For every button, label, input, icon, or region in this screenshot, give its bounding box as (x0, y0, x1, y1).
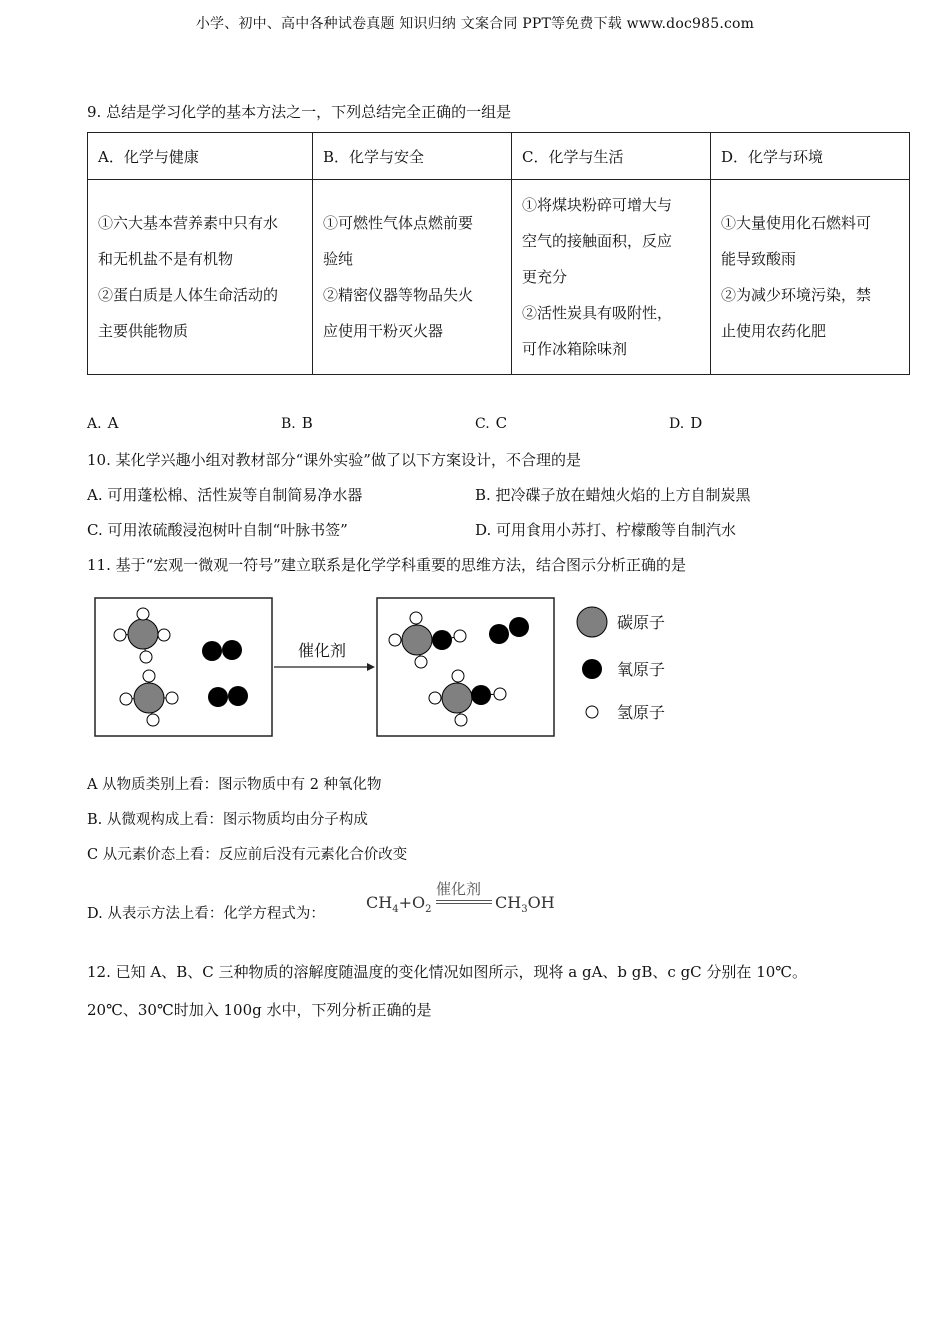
hydrogen-atom (415, 656, 427, 668)
hydrogen-atom (158, 629, 170, 641)
hydrogen-atom (455, 714, 467, 726)
q9-stem: 9. 总结是学习化学的基本方法之一，下列总结完全正确的一组是 (87, 103, 512, 121)
q9-table (87, 132, 910, 375)
oxygen-atom (228, 686, 248, 706)
option-letter: D. (669, 416, 685, 432)
legend-hydrogen-label: 氢原子 (617, 703, 666, 722)
legend-carbon-label: 碳原子 (617, 613, 666, 632)
legend-hydrogen-icon (586, 706, 598, 718)
equation-products (495, 893, 555, 915)
q10-option-c[interactable]: C. 可用浓硫酸浸泡树叶自制“叶脉书签” (87, 521, 348, 539)
methanol-molecule (389, 612, 466, 668)
hydrogen-atom (143, 670, 155, 682)
oxygen-atom (222, 640, 242, 660)
q9-option-d[interactable] (669, 414, 702, 432)
q9-option-b[interactable] (281, 414, 313, 432)
q9-b-line: ②精密仪器等物品失火 (323, 286, 474, 304)
hydrogen-atom (494, 688, 506, 700)
methane-molecule (120, 670, 178, 726)
hydrogen-atom (389, 634, 401, 646)
reaction-arrow-head (367, 663, 375, 671)
oxygen-atom (432, 630, 452, 650)
carbon-atom (134, 683, 164, 713)
methane-molecule (114, 608, 170, 663)
q12-stem-line1: 12. 已知 A、B、C 三种物质的溶解度随温度的变化情况如图所示，现将 a gA、b gB、c gC 分别在 10℃。 (87, 963, 808, 981)
hydrogen-atom (429, 692, 441, 704)
hydrogen-atom (120, 693, 132, 705)
hydrogen-atom (166, 692, 178, 704)
eq-plus-o: +O (398, 893, 426, 912)
methanol-molecule (429, 670, 506, 726)
legend (577, 607, 665, 722)
q11-option-a[interactable]: A 从物质类别上看：图示物质中有 2 种氧化物 (87, 777, 382, 793)
option-letter: B. (281, 416, 296, 432)
q9-d-line: 能导致酸雨 (721, 250, 797, 268)
equation-reactants (366, 893, 431, 915)
q9-col-a-body (88, 180, 313, 375)
oxygen-atom (471, 685, 491, 705)
hydrogen-atom (452, 670, 464, 682)
q9-d-line: ①大量使用化石燃料可 (721, 214, 872, 232)
carbon-atom (442, 683, 472, 713)
oxygen-molecule (202, 640, 242, 661)
q9-col-b-body (313, 180, 512, 375)
q12-stem-line2: 20℃、30℃时加入 100g 水中，下列分析正确的是 (87, 1001, 432, 1019)
oxygen-atom (489, 624, 509, 644)
option-value: A (107, 414, 119, 432)
q9-col-d-body (711, 180, 910, 375)
q9-c-line: 更充分 (522, 268, 568, 286)
eq-ch: CH (366, 893, 393, 912)
option-letter: C. (475, 416, 490, 432)
hydrogen-atom (114, 629, 126, 641)
eq-o-sub: 2 (425, 904, 432, 915)
q9-c-line: 可作冰箱除味剂 (522, 340, 628, 358)
q11-option-d-prefix: D. 从表示方法上看：化学方程式为： (87, 906, 325, 922)
q9-b-line: ①可燃性气体点燃前要 (323, 214, 474, 232)
q9-a-line: ②蛋白质是人体生命活动的 (98, 286, 279, 304)
q9-c-line: ②活性炭具有吸附性， (522, 304, 673, 322)
oxygen-molecule (208, 686, 248, 707)
q9-col-d-title: D．化学与环境 (711, 133, 910, 180)
hydrogen-atom (147, 714, 159, 726)
oxygen-molecule (489, 617, 529, 644)
eq-prod-sub: 3 (521, 904, 528, 915)
q11-stem: 11. 基于“宏观一微观一符号”建立联系是化学学科重要的思维方法，结合图示分析正确的是 (87, 556, 686, 574)
option-value: B (301, 414, 313, 432)
option-value: D (690, 414, 703, 432)
q10-option-d[interactable]: D. 可用食用小苏打、柠檬酸等自制汽水 (475, 521, 737, 539)
eq-ch-sub: 4 (392, 904, 399, 915)
reactant-box (95, 598, 272, 736)
hydrogen-atom (454, 630, 466, 642)
q9-c-line: ①将煤块粉碎可增大与 (522, 196, 673, 214)
q9-a-line: 主要供能物质 (98, 322, 189, 340)
carbon-atom (128, 619, 158, 649)
q9-col-c-body (512, 180, 711, 375)
q9-col-b-title: B．化学与安全 (313, 133, 512, 180)
hydrogen-atom (137, 608, 149, 620)
page-header: 小学、初中、高中各种试卷真题 知识归纳 文案合同 PPT等免费下载 www.doc985.com (195, 16, 755, 32)
catalyst-label: 催化剂 (297, 641, 347, 660)
hydrogen-atom (140, 651, 152, 663)
legend-carbon-icon (577, 607, 607, 637)
legend-oxygen-label: 氧原子 (617, 660, 666, 679)
q11-option-d[interactable] (87, 902, 325, 923)
legend-oxygen-icon (582, 659, 602, 679)
q9-b-line: 应使用干粉灭火器 (323, 322, 444, 340)
chemical-equation (366, 878, 566, 922)
hydrogen-atom (410, 612, 422, 624)
q11-option-b[interactable]: B. 从微观构成上看：图示物质均由分子构成 (87, 812, 368, 828)
carbon-atom (402, 625, 432, 655)
eq-prod-oh: OH (527, 893, 555, 912)
equation-line-top (436, 900, 492, 901)
q10-option-a[interactable]: A. 可用蓬松棉、活性炭等自制简易净水器 (87, 486, 363, 504)
q9-option-c[interactable] (475, 414, 507, 432)
equation-line-bottom (436, 903, 492, 904)
q9-d-line: ②为减少环境污染，禁 (721, 286, 872, 304)
reaction-diagram (92, 594, 692, 742)
q10-stem: 10. 某化学兴趣小组对教材部分“课外实验”做了以下方案设计，不合理的是 (87, 451, 581, 469)
q11-option-c[interactable]: C 从元素价态上看：反应前后没有元素化合价改变 (87, 847, 408, 863)
q9-b-line: 验纯 (323, 250, 354, 268)
oxygen-atom (208, 687, 228, 707)
q9-col-c-title: C．化学与生活 (512, 133, 711, 180)
q9-a-line: 和无机盐不是有机物 (98, 250, 234, 268)
eq-prod-ch: CH (495, 893, 522, 912)
oxygen-atom (509, 617, 529, 637)
oxygen-atom (202, 641, 222, 661)
option-value: C (495, 414, 508, 432)
equation-catalyst: 催化剂 (436, 880, 482, 898)
q9-a-line: ①六大基本营养素中只有水 (98, 214, 279, 232)
q9-col-a-title: A．化学与健康 (88, 133, 313, 180)
q9-c-line: 空气的接触面积，反应 (522, 232, 673, 250)
option-letter: A. (87, 416, 102, 432)
q9-option-a[interactable] (87, 414, 118, 432)
q10-option-b[interactable]: B. 把冷碟子放在蜡烛火焰的上方自制炭黑 (475, 486, 751, 504)
q9-d-line: 止使用农药化肥 (721, 322, 827, 340)
product-box (377, 598, 554, 736)
